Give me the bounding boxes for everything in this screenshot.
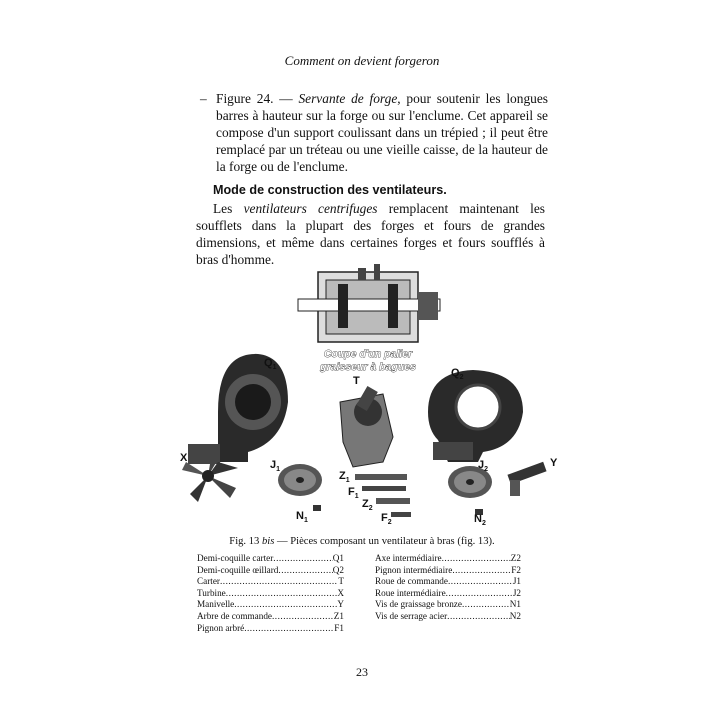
- crank-y-drawing: [507, 462, 546, 496]
- legend-row: [375, 576, 521, 588]
- legend-code: Q2: [332, 564, 344, 575]
- legend-code: X: [337, 587, 344, 598]
- legend-label: Vis de serrage acier: [375, 610, 448, 621]
- fan-parts-illustration: [178, 262, 564, 530]
- legend-row: [197, 576, 344, 588]
- legend-dots: [462, 599, 510, 611]
- legend-code: Y: [337, 599, 344, 610]
- legend-row: [197, 611, 344, 623]
- coupe-caption-line1: Coupe d'un palier: [323, 348, 413, 360]
- legend-label: Roue de commande: [375, 576, 448, 587]
- figure-caption: [0, 536, 724, 547]
- figure-24-label: Figure 24. —: [216, 91, 299, 106]
- label-y: Y: [550, 457, 558, 469]
- legend-row: [375, 611, 521, 623]
- legend-label: Roue intermédiaire: [375, 587, 446, 598]
- legend-dots: [447, 611, 510, 623]
- legend-row: [197, 553, 344, 565]
- legend-left-column: [197, 553, 344, 634]
- label-q1: $Q_1$: [264, 357, 277, 371]
- legend-label: Demi-coquille carter: [197, 553, 274, 563]
- intro-after: remplacent maintenant les soufflets dans la plupart des forges et fours de grandes dimensions, et même dans certaines forges et fours soufflés à bras d'homme.: [196, 201, 545, 267]
- legend-dots: [272, 611, 334, 623]
- legend-code: F1: [334, 622, 344, 633]
- label-z1: $Z_1$: [339, 470, 350, 484]
- legend-label: Axe intermédiaire: [375, 553, 442, 563]
- legend-code: N2: [509, 610, 521, 621]
- legend-label: Arbre de commande: [197, 610, 272, 621]
- legend-label: Vis de graissage bronze: [375, 599, 462, 610]
- label-t: T: [353, 375, 360, 387]
- figure-24-paragraph: [200, 90, 548, 175]
- legend-label: Carter: [197, 576, 220, 587]
- label-q2: $Q_2$: [451, 367, 464, 381]
- legend-dots: [273, 553, 332, 565]
- legend-label: Turbine: [197, 587, 226, 598]
- caption-before: Fig. 13: [229, 536, 262, 547]
- legend-row: [197, 588, 344, 600]
- shafts-drawing: [355, 474, 411, 517]
- legend-code: Z1: [333, 610, 344, 621]
- legend-label: Demi-coquille œillard: [197, 564, 279, 575]
- wheel-j1-drawing: [278, 464, 322, 496]
- legend-label: Pignon intermédiaire: [375, 564, 453, 575]
- label-f1: $F_1$: [348, 486, 359, 500]
- label-f2: $F_2$: [381, 512, 392, 526]
- legend-row: [375, 565, 521, 577]
- figure-24-text: , pour soutenir les longues barres à hauteur sur la forge ou sur l'enclume. Cet appareil se compose d'un support coulissant dans un trépied ; il peut être remplacé par un tréteau ou une vieille caisse, de la hauteur de la forge ou de l'enclume.: [216, 91, 548, 174]
- bearing-section-drawing: [298, 264, 440, 342]
- legend-dots: [446, 588, 513, 600]
- legend-label: Pignon arbré: [197, 622, 245, 633]
- legend-code: J2: [512, 587, 521, 598]
- legend-dots: [234, 599, 337, 611]
- legend-row: [375, 553, 521, 565]
- legend-row: [375, 588, 521, 600]
- legend-dots: [226, 588, 338, 600]
- legend-right-column: [375, 553, 521, 623]
- legend-dots: [442, 553, 511, 565]
- label-x: X: [180, 452, 188, 464]
- legend-dots: [278, 565, 332, 577]
- legend-code: Q1: [332, 553, 344, 563]
- label-n2: $N_2$: [474, 513, 486, 527]
- legend-code: T: [338, 576, 344, 587]
- legend-label: Manivelle: [197, 599, 235, 610]
- legend-code: F2: [511, 564, 521, 575]
- label-z2: $Z_2$: [362, 498, 373, 512]
- half-shell-q2-drawing: [428, 370, 523, 462]
- legend-code: Z2: [510, 553, 521, 563]
- label-j1: $J_1$: [270, 459, 281, 473]
- fan-parts-figure: [178, 262, 564, 530]
- label-n1: $N_1$: [296, 510, 308, 524]
- legend-code: N1: [509, 599, 521, 610]
- coupe-caption-line2: graisseur à bagues: [320, 361, 416, 373]
- legend-row: [375, 599, 521, 611]
- legend-row: [197, 599, 344, 611]
- intro-before: Les: [213, 201, 244, 216]
- legend-code: J1: [512, 576, 521, 587]
- legend-row: [197, 623, 344, 635]
- label-j2: $J_2$: [478, 459, 489, 473]
- figure-24-term: Servante de forge: [298, 91, 398, 106]
- page-number: 23: [356, 665, 368, 679]
- running-head: Comment on devient forgeron: [284, 53, 440, 68]
- list-dash: –: [200, 91, 207, 106]
- caption-after: — Pièces composant un ventilateur à bras (fig. 13).: [274, 536, 495, 547]
- legend-dots: [452, 565, 511, 577]
- legend-dots: [448, 576, 513, 588]
- legend-row: [197, 565, 344, 577]
- screw-n1-drawing: [313, 505, 321, 511]
- caption-italic: bis: [261, 536, 275, 547]
- intro-term: ventilateurs centrifuges: [243, 201, 378, 216]
- section-title: Mode de construction des ventilateurs.: [213, 183, 447, 197]
- legend-dots: [220, 576, 338, 588]
- intro-paragraph: [196, 200, 545, 268]
- legend-dots: [244, 623, 334, 635]
- carter-t-drawing: [340, 386, 393, 467]
